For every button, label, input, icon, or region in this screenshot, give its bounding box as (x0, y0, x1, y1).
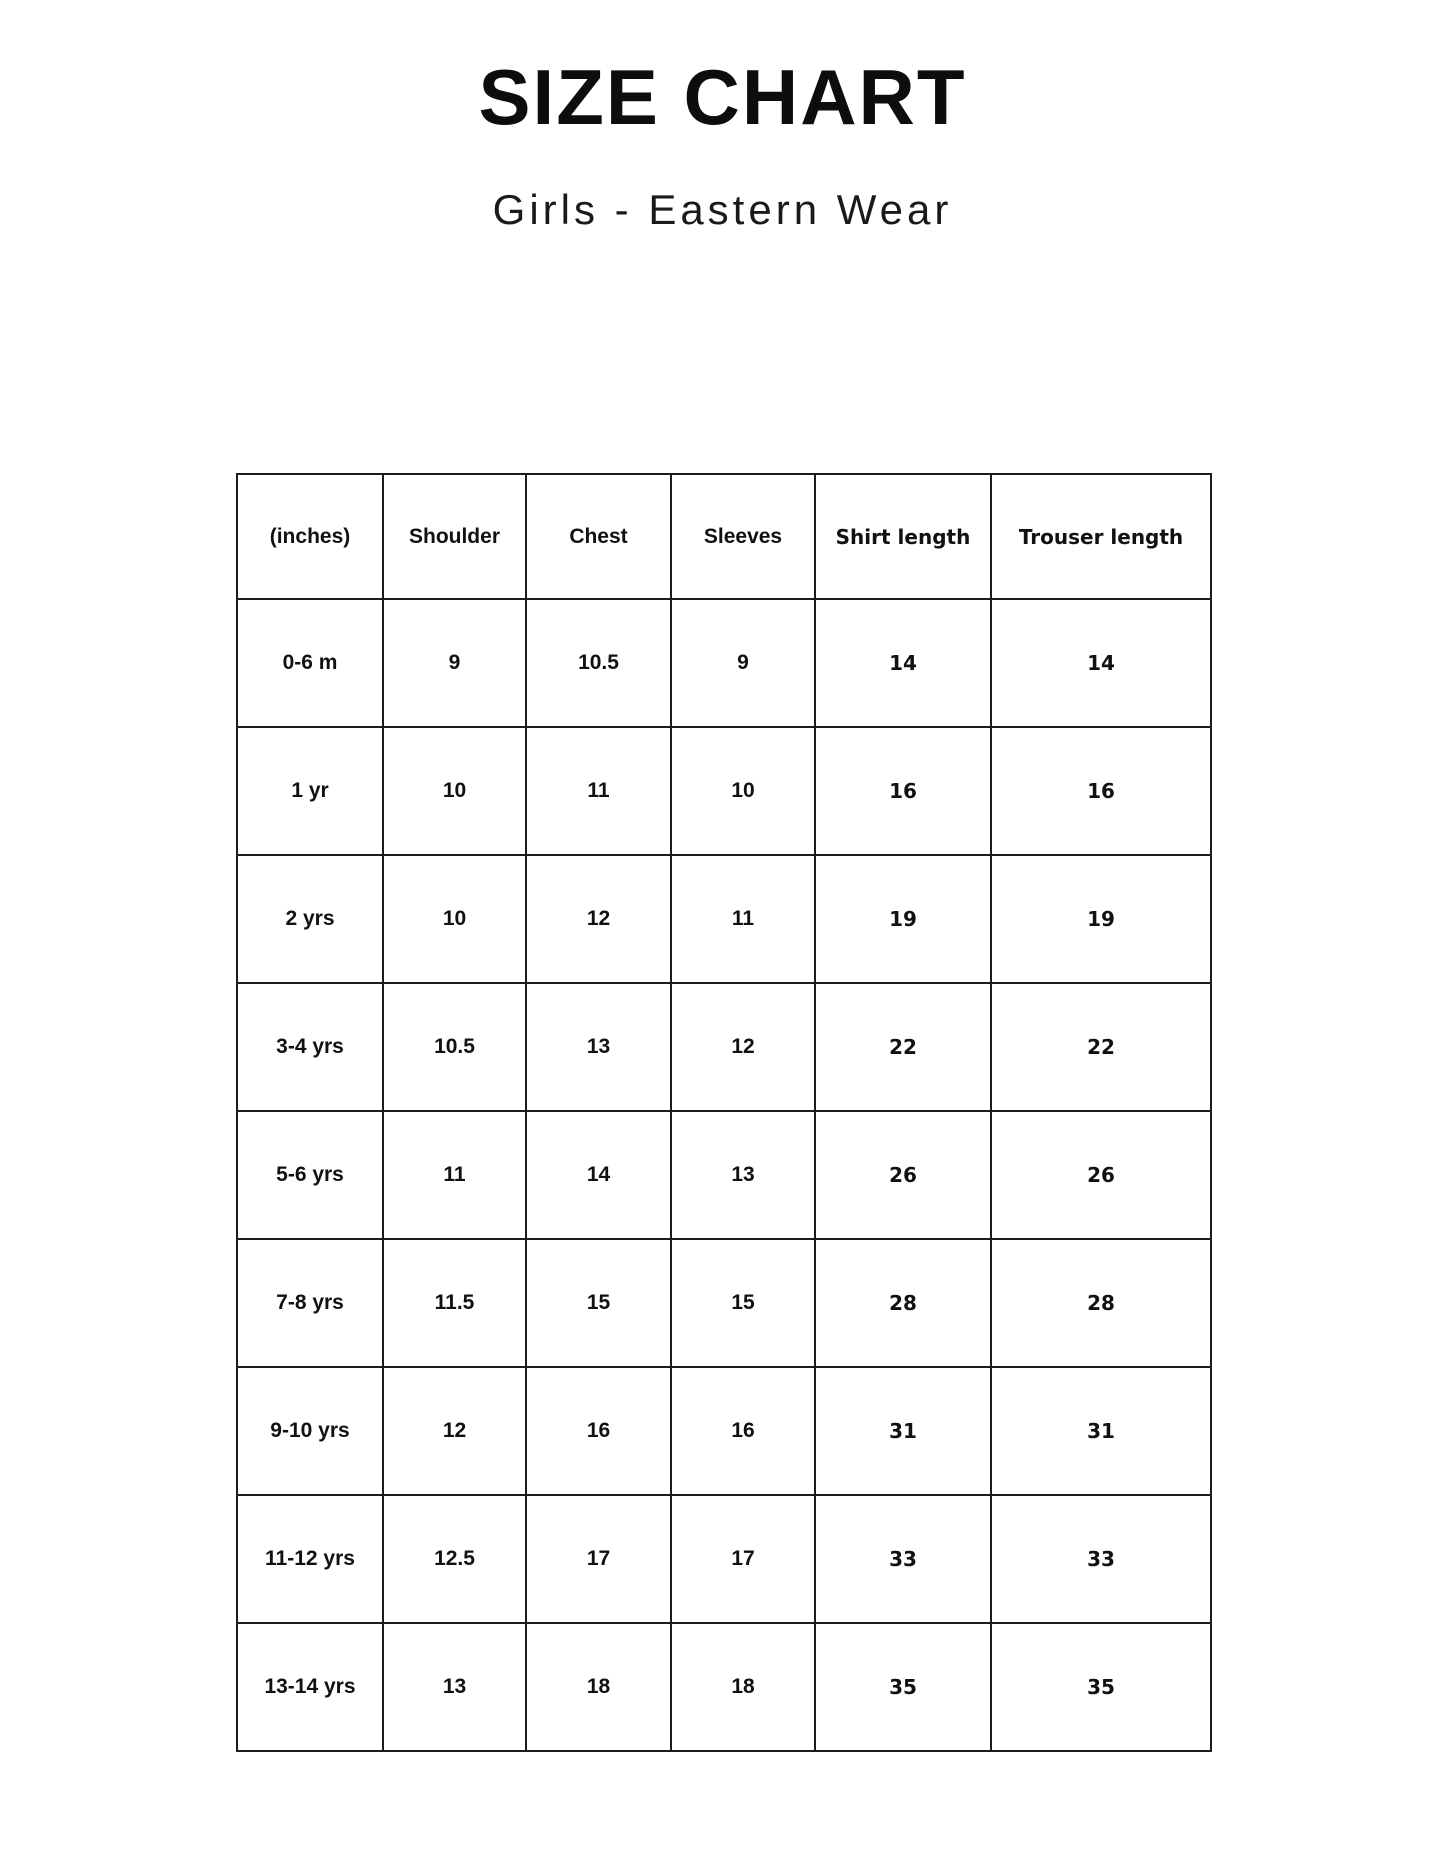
trouser-length-value: 22 (991, 983, 1211, 1111)
sleeves-value: 13 (671, 1111, 815, 1239)
sleeves-value: 17 (671, 1495, 815, 1623)
row-label: 9-10 yrs (237, 1367, 383, 1495)
chest-value: 18 (526, 1623, 671, 1751)
table-row (237, 1239, 1211, 1367)
row-label: 11-12 yrs (237, 1495, 383, 1623)
trouser-length-value: 26 (991, 1111, 1211, 1239)
trouser-length-value: 19 (991, 855, 1211, 983)
sleeves-value: 15 (671, 1239, 815, 1367)
trouser-length-value: 14 (991, 599, 1211, 727)
table-row (237, 1623, 1211, 1751)
chest-value: 17 (526, 1495, 671, 1623)
shirt-length-value: 35 (815, 1623, 991, 1751)
trouser-length-value: 16 (991, 727, 1211, 855)
shoulder-value: 10 (383, 727, 526, 855)
row-label: 1 yr (237, 727, 383, 855)
sleeves-value: 12 (671, 983, 815, 1111)
sleeves-value: 10 (671, 727, 815, 855)
row-label: 2 yrs (237, 855, 383, 983)
trouser-length-value: 31 (991, 1367, 1211, 1495)
shirt-length-value: 16 (815, 727, 991, 855)
table-row (237, 855, 1211, 983)
header-row (237, 474, 1211, 599)
table-row (237, 1367, 1211, 1495)
chest-value: 11 (526, 727, 671, 855)
shoulder-value: 11 (383, 1111, 526, 1239)
page-title: SIZE CHART (478, 53, 967, 141)
row-label: 0-6 m (237, 599, 383, 727)
shoulder-value: 13 (383, 1623, 526, 1751)
shoulder-value: 9 (383, 599, 526, 727)
shoulder-value: 12 (383, 1367, 526, 1495)
row-label: 7-8 yrs (237, 1239, 383, 1367)
sleeves-value: 9 (671, 599, 815, 727)
shirt-length-value: 22 (815, 983, 991, 1111)
trouser-length-value: 33 (991, 1495, 1211, 1623)
table-row (237, 1495, 1211, 1623)
sleeves-value: 16 (671, 1367, 815, 1495)
table-row (237, 727, 1211, 855)
sleeves-value: 18 (671, 1623, 815, 1751)
sleeves-value: 11 (671, 855, 815, 983)
column-header-unit: (inches) (237, 474, 383, 599)
row-label: 13-14 yrs (237, 1623, 383, 1751)
shoulder-value: 11.5 (383, 1239, 526, 1367)
chest-value: 14 (526, 1111, 671, 1239)
table-row (237, 1111, 1211, 1239)
row-label: 3-4 yrs (237, 983, 383, 1111)
chest-value: 12 (526, 855, 671, 983)
shirt-length-value: 14 (815, 599, 991, 727)
shoulder-value: 10 (383, 855, 526, 983)
chest-value: 15 (526, 1239, 671, 1367)
size-chart-table (236, 473, 1212, 1752)
row-label: 5-6 yrs (237, 1111, 383, 1239)
column-header-trouser-length: Trouser length (991, 474, 1211, 599)
shirt-length-value: 28 (815, 1239, 991, 1367)
column-header-shoulder: Shoulder (383, 474, 526, 599)
table-row (237, 983, 1211, 1111)
shirt-length-value: 31 (815, 1367, 991, 1495)
chest-value: 10.5 (526, 599, 671, 727)
chest-value: 13 (526, 983, 671, 1111)
shirt-length-value: 33 (815, 1495, 991, 1623)
table-row (237, 599, 1211, 727)
shoulder-value: 12.5 (383, 1495, 526, 1623)
shirt-length-value: 19 (815, 855, 991, 983)
shoulder-value: 10.5 (383, 983, 526, 1111)
column-header-chest: Chest (526, 474, 671, 599)
page-subtitle: Girls - Eastern Wear (492, 186, 953, 233)
trouser-length-value: 35 (991, 1623, 1211, 1751)
trouser-length-value: 28 (991, 1239, 1211, 1367)
column-header-shirt-length: Shirt length (815, 474, 991, 599)
column-header-sleeves: Sleeves (671, 474, 815, 599)
shirt-length-value: 26 (815, 1111, 991, 1239)
chest-value: 16 (526, 1367, 671, 1495)
